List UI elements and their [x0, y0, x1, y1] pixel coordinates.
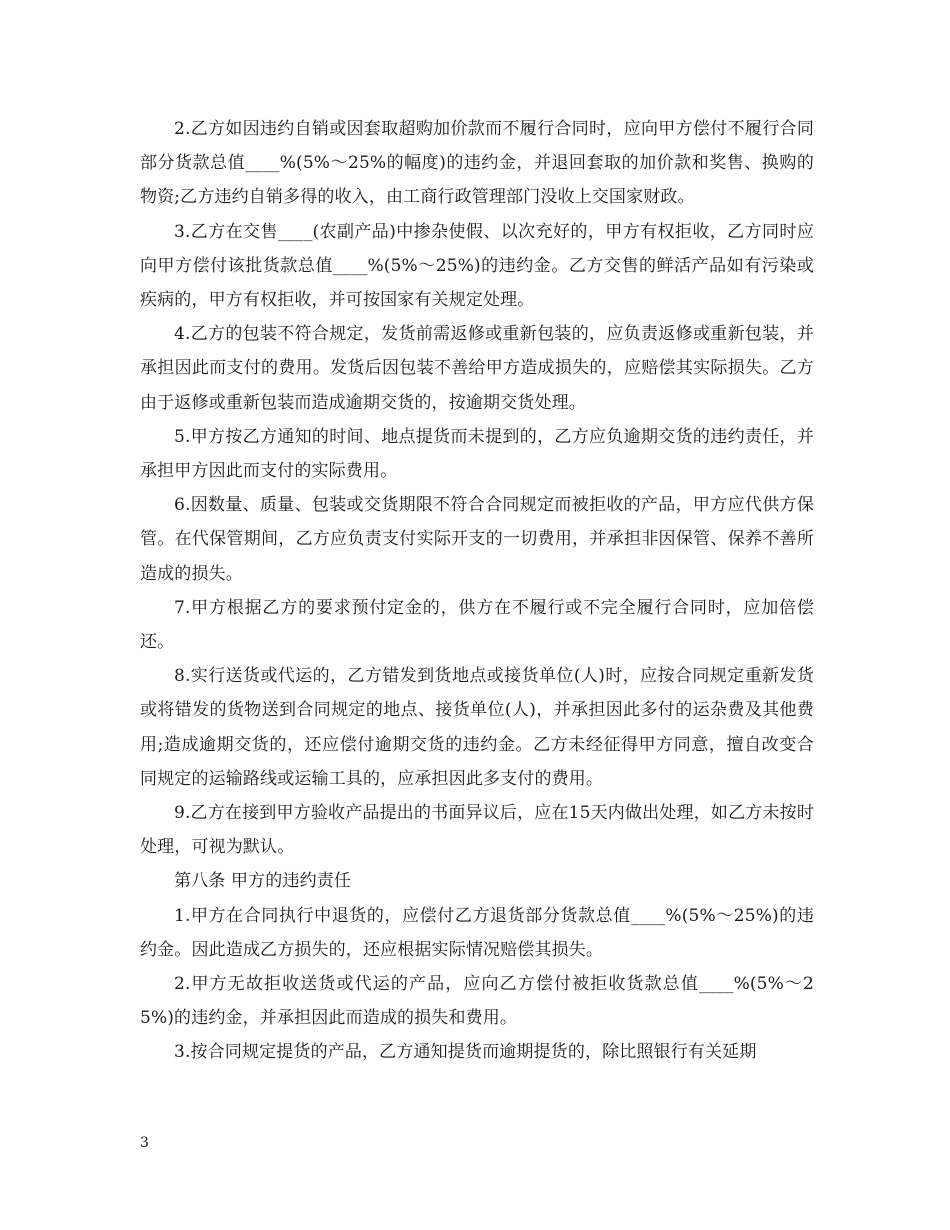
paragraph: 5.甲方按乙方通知的时间、地点提货而未提到的，乙方应负逾期交货的违约责任，并承担甲方因此而支付的实际费用。 [140, 426, 814, 482]
paragraph: 1.甲方在合同执行中退货的，应偿付乙方退货部分货款总值____%(5%～25%)的违约金。因此造成乙方损失的，还应根据实际情况赔偿其损失。 [140, 905, 814, 960]
paragraph: 8.实行送货或代运的，乙方错发到货地点或接货单位(人)时，应按合同规定重新发货或将错发的货物送到合同规定的地点、接货单位(人)，并承担因此多付的运杂费及其他费用;造成逾期交货的，还应偿付逾期交货的违约金。乙方未经征得甲方同意，擅自改变合同规定的运输路线或运输工具的，应承担因此多支付的费用。 [140, 666, 814, 789]
paragraph: 9.乙方在接到甲方验收产品提出的书面异议后，应在15天内做出处理，如乙方未按时处理，可视为默认。 [140, 803, 814, 858]
paragraph: 3.乙方在交售____(农副产品)中掺杂使假、以次充好的，甲方有权拒收，乙方同时应向甲方偿付该批货款总值____%(5%～25%)的违约金。乙方交售的鲜活产品如有污染或疾病的，甲方有权拒收，并可按国家有关规定处理。 [140, 221, 814, 311]
section-heading: 第八条 甲方的违约责任 [174, 871, 352, 892]
document-body [140, 112, 814, 1070]
paragraph: 6.因数量、质量、包装或交货期限不符合合同规定而被拒收的产品，甲方应代供方保管。在代保管期间，乙方应负责支付实际开支的一切费用，并承担非因保管、保养不善所造成的损失。 [140, 495, 814, 584]
paragraph: 2.甲方无故拒收送货或代运的产品，应向乙方偿付被拒收货款总值____%(5%～25%)的违约金，并承担因此而造成的损失和费用。 [140, 974, 814, 1029]
paragraph: 7.甲方根据乙方的要求预付定金的，供方在不履行或不完全履行合同时，应加倍偿还。 [140, 597, 814, 653]
paragraph: 4.乙方的包装不符合规定，发货前需返修或重新包装的，应负责返修或重新包装，并承担因此而支付的费用。发货后因包装不善给甲方造成损失的，应赔偿其实际损失。乙方由于返修或重新包装而造成逾期交货的，按逾期交货处理。 [140, 324, 814, 413]
paragraph: 3.按合同规定提货的产品，乙方通知提货而逾期提货的，除比照银行有关延期 [174, 1042, 757, 1063]
page-number: 3 [140, 1135, 149, 1151]
paragraph: 2.乙方如因违约自销或因套取超购加价款而不履行合同时，应向甲方偿付不履行合同部分货款总值____%(5%～25%的幅度)的违约金，并退回套取的加价款和奖售、换购的物资;乙方违约自销多得的收入，由工商行政管理部门没收上交国家财政。 [140, 119, 814, 208]
